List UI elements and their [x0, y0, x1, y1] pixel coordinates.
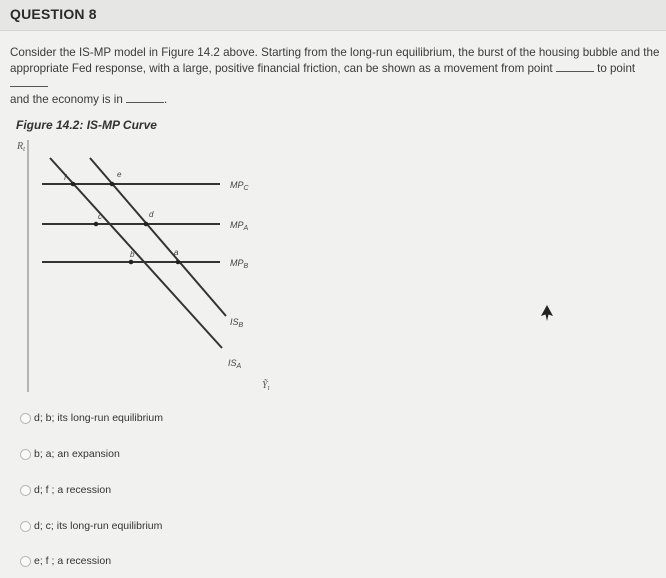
prompt-text-1: Consider the IS-MP model in Figure 14.2 above. Starting from the long-run equilibrium, the burst of the housing bubble and the appropriate Fed response, with a large, positive financial friction, can be shown as a movement from point	[10, 46, 660, 75]
point-f-label: f	[64, 173, 67, 182]
point-b-dot	[129, 260, 134, 265]
prompt-end: .	[164, 92, 168, 106]
x-axis-label: Ỹ$_t$	[262, 380, 270, 392]
answer-option-1[interactable]	[20, 410, 163, 426]
mouse-cursor-icon	[540, 304, 554, 322]
radio-button[interactable]	[20, 485, 31, 496]
radio-button[interactable]	[20, 556, 31, 567]
radio-button[interactable]	[20, 449, 31, 460]
blank-to-point	[10, 76, 48, 87]
point-f-dot	[71, 182, 76, 187]
option-label: b; a; an expansion	[34, 448, 120, 460]
is-a-label: $IS_A$	[228, 358, 242, 370]
mp-c-label: $MP_C$	[230, 180, 249, 192]
point-e-dot	[110, 182, 115, 187]
radio-button[interactable]	[20, 521, 31, 532]
radio-button[interactable]	[20, 413, 31, 424]
point-b-label: b	[130, 250, 135, 259]
y-axis-label: $R_t$	[17, 141, 26, 153]
answer-option-5[interactable]	[20, 553, 111, 569]
point-d-label: d	[149, 210, 154, 219]
is-b-label: $IS_B$	[230, 317, 244, 329]
option-label: d; f ; a recession	[34, 484, 112, 496]
mp-b-label: $MP_B$	[230, 258, 249, 270]
figure-title: Figure 14.2: IS-MP Curve	[16, 118, 157, 132]
prompt-text-3: and the economy is in	[10, 92, 123, 106]
point-e-label: e	[117, 170, 122, 179]
question-title: QUESTION 8	[10, 6, 97, 22]
option-label: d; b; its long-run equilibrium	[34, 412, 163, 424]
option-label: e; f ; a recession	[34, 555, 112, 567]
point-a-dot	[176, 260, 181, 265]
is-b-curve	[90, 158, 226, 316]
option-label: d; c; its long-run equilibrium	[34, 520, 163, 532]
question-prompt	[10, 45, 660, 107]
point-a-label: a	[174, 248, 179, 257]
mp-a-label: $MP_A$	[230, 220, 249, 232]
is-mp-chart	[0, 130, 666, 400]
blank-from-point	[556, 61, 594, 72]
question-header	[0, 0, 666, 31]
answer-option-4[interactable]	[20, 518, 162, 534]
point-d-dot	[144, 222, 149, 227]
answer-option-2[interactable]	[20, 446, 120, 462]
blank-economy-state	[126, 92, 164, 103]
prompt-text-2: to point	[597, 61, 636, 75]
answer-option-3[interactable]	[20, 482, 111, 498]
is-a-curve	[50, 158, 222, 348]
point-c-label: c	[98, 212, 102, 221]
point-c-dot	[94, 222, 99, 227]
